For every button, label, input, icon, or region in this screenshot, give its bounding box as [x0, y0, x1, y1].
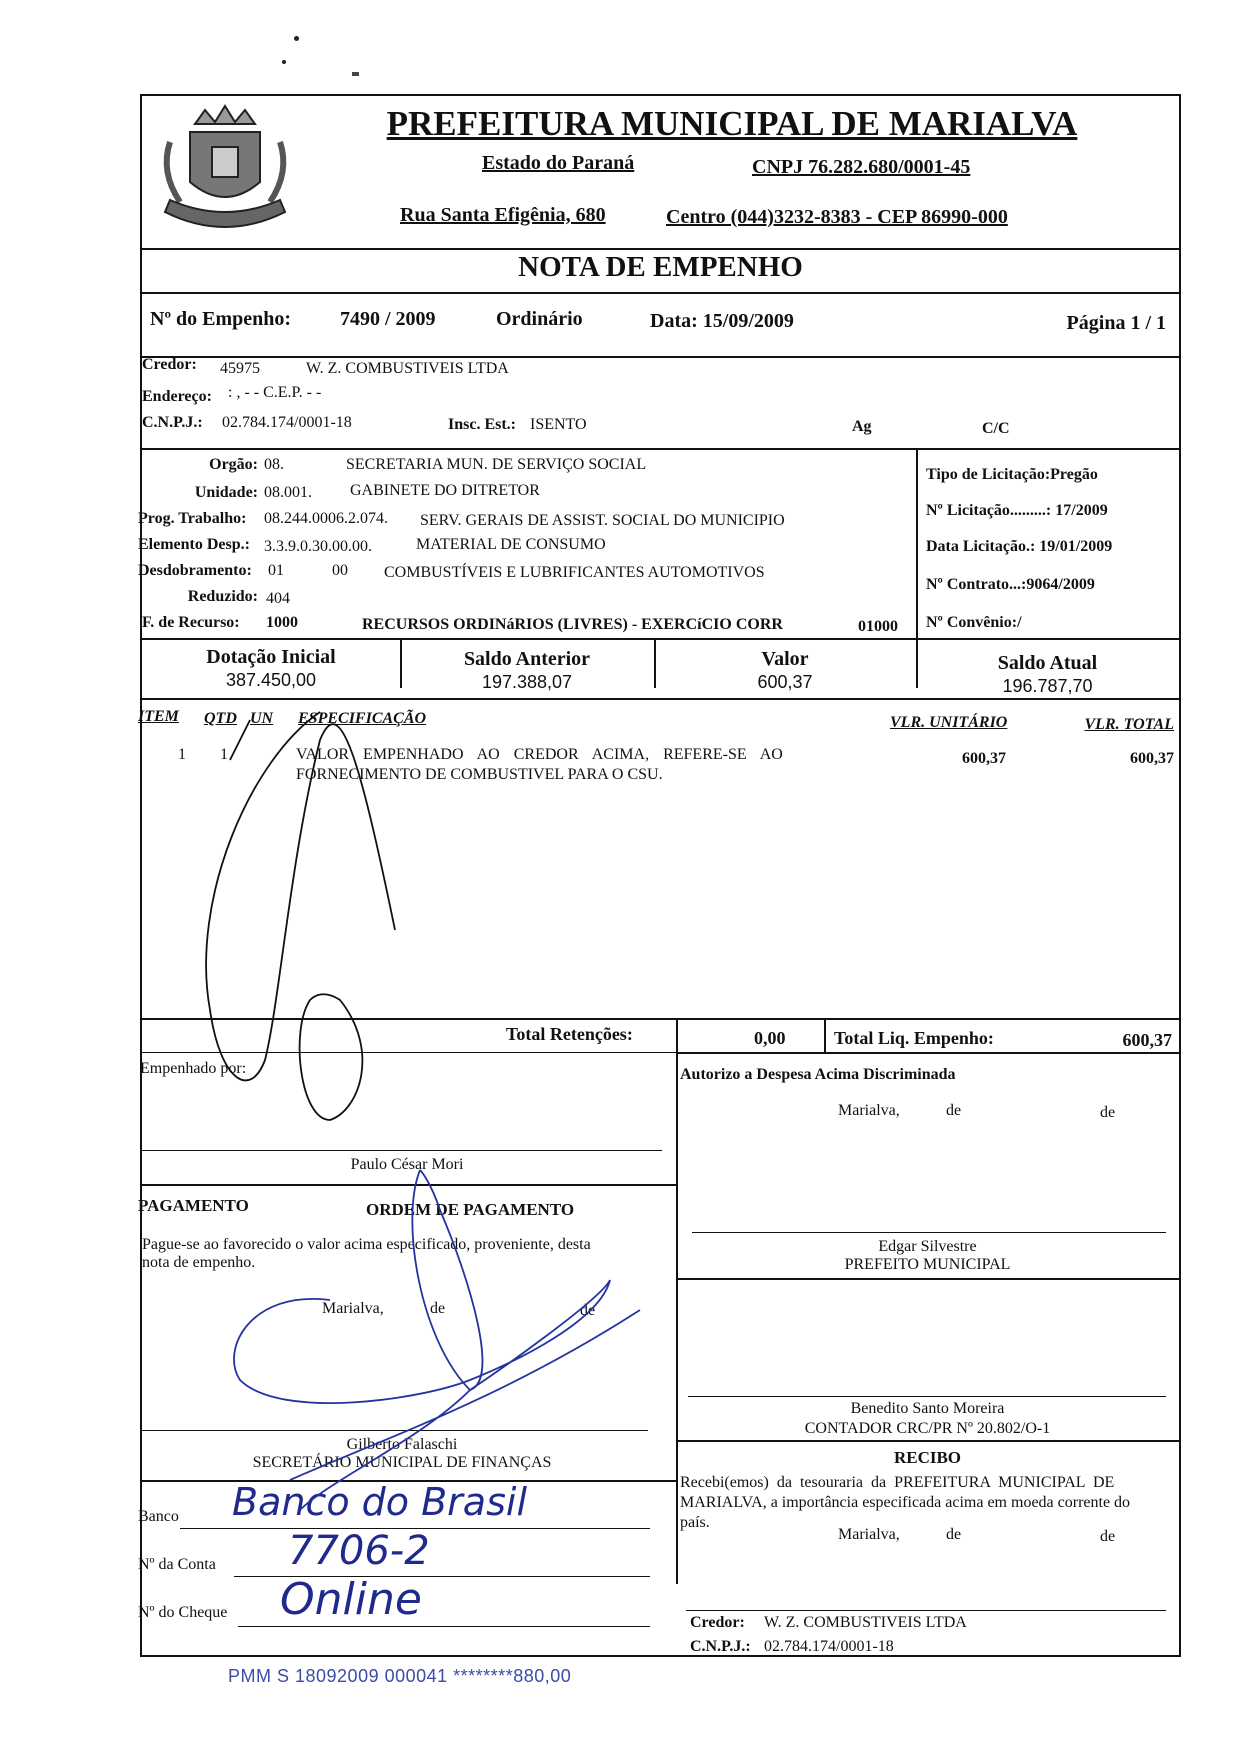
- total-retencoes-label: Total Retenções:: [506, 1024, 633, 1044]
- prefeito-title: PREFEITO MUNICIPAL: [844, 1256, 1011, 1273]
- dotacao-label: Dotação Inicial: [206, 646, 336, 668]
- row-vlr-total: 600,37: [1130, 750, 1174, 767]
- total-liq-label: Total Liq. Empenho:: [834, 1028, 994, 1048]
- orgao-desc: SECRETARIA MUN. DE SERVIÇO SOCIAL: [346, 456, 647, 473]
- pagamento-de-2: de: [580, 1302, 596, 1319]
- desdob-desc: COMBUSTÍVEIS E LUBRIFICANTES AUTOMOTIVOS: [384, 564, 765, 581]
- endereco-label: Endereço:: [142, 388, 212, 405]
- conta-label: Nº da Conta: [138, 1556, 216, 1573]
- state-name: Estado do Paraná: [482, 152, 635, 174]
- recibo-marialva: Marialva,: [838, 1526, 900, 1543]
- saldo-anterior-label: Saldo Anterior: [463, 648, 591, 670]
- conta-handwritten: 7706-2: [288, 1528, 430, 1574]
- orgao-code: 08.: [264, 456, 284, 473]
- credor-code: 45975: [220, 360, 260, 377]
- licitacao-tipo: Tipo de Licitação:Pregão: [926, 466, 1098, 483]
- cheque-handwritten: Online: [280, 1574, 422, 1625]
- desdob-code-1: 01: [268, 562, 284, 579]
- col-vlr-total: VLR. TOTAL: [1084, 716, 1174, 733]
- signature-mark: [230, 720, 250, 760]
- banco-label: Banco: [138, 1508, 179, 1525]
- contador-title: CONTADOR CRC/PR Nº 20.802/O-1: [804, 1420, 1051, 1437]
- ordem-pagamento: ORDEM DE PAGAMENTO: [366, 1200, 575, 1219]
- pagamento-de-1: de: [430, 1300, 446, 1317]
- cheque-label: Nº do Cheque: [138, 1604, 228, 1621]
- saldo-atual-value: 196.787,70: [1002, 676, 1093, 696]
- credor-name: W. Z. COMBUSTIVEIS LTDA: [306, 360, 509, 377]
- pagamento-text-2: nota de empenho.: [142, 1254, 256, 1271]
- endereco-value: : , - - C.E.P. - -: [228, 384, 322, 401]
- orgao-label: Orgão:: [209, 456, 258, 473]
- row-vlr-unitario: 600,37: [962, 750, 1006, 767]
- page-number: Página 1 / 1: [1066, 312, 1166, 334]
- prog-code: 08.244.0006.2.074.: [264, 510, 388, 527]
- empenhado-label: Empenhado por:: [140, 1060, 247, 1077]
- recibo-credor-value: W. Z. COMBUSTIVEIS LTDA: [764, 1614, 967, 1631]
- recurso-num: 01000: [858, 618, 898, 635]
- recibo-cnpj-label: C.N.P.J.:: [690, 1638, 751, 1655]
- autorizo-marialva: Marialva,: [838, 1102, 900, 1119]
- total-liq-value: 600,37: [1122, 1030, 1172, 1050]
- col-especificacao: ESPECIFICAÇÃO: [298, 710, 427, 727]
- desdob-code-2: 00: [332, 562, 348, 579]
- recurso-label: F. de Recurso:: [142, 614, 240, 631]
- banco-handwritten: Banco do Brasil: [232, 1480, 528, 1524]
- signature-mark: [412, 1170, 482, 1390]
- reduzido-label: Reduzido:: [187, 588, 258, 605]
- recibo-text-1: Recebi(emos) da tesouraria da PREFEITURA MUNICIPAL DE: [680, 1474, 1115, 1491]
- cnpj-value: 02.784.174/0001-18: [222, 414, 352, 431]
- row-item: 1: [178, 746, 186, 763]
- unidade-code: 08.001.: [264, 484, 312, 501]
- col-un: UN: [250, 710, 274, 727]
- contador-name: Benedito Santo Moreira: [850, 1400, 1005, 1417]
- payment-stamp: PMM S 18092009 000041 ********880,00: [228, 1666, 572, 1686]
- recibo-title: RECIBO: [893, 1448, 962, 1467]
- secretario-name: Gilberto Falaschi: [346, 1436, 458, 1453]
- recurso-desc: RECURSOS ORDINáRIOS (LIVRES) - EXERCíCIO CORR: [362, 616, 783, 633]
- dotacao-value: 387.450,00: [225, 670, 317, 690]
- cnpj-label: C.N.P.J.:: [142, 414, 203, 431]
- elemento-desc: MATERIAL DE CONSUMO: [416, 536, 606, 553]
- valor-label: Valor: [761, 648, 809, 670]
- recibo-credor-label: Credor:: [690, 1614, 745, 1631]
- row-desc-2: FORNECIMENTO DE COMBUSTIVEL PARA O CSU.: [296, 766, 663, 783]
- licitacao-contrato: Nº Contrato...:9064/2009: [926, 576, 1095, 593]
- org-phone-cep: Centro (044)3232-8383 - CEP 86990-000: [666, 206, 1008, 228]
- autorizo-text: Autorizo a Despesa Acima Discriminada: [680, 1066, 956, 1083]
- valor-value: 600,37: [757, 672, 813, 692]
- autorizo-de-1: de: [946, 1102, 962, 1119]
- recibo-cnpj-value: 02.784.174/0001-18: [764, 1638, 894, 1655]
- autorizo-de-2: de: [1100, 1104, 1116, 1121]
- empenhado-name: Paulo César Mori: [350, 1156, 464, 1173]
- org-address: Rua Santa Efigênia, 680: [400, 204, 606, 226]
- licitacao-convenio: Nº Convênio:/: [926, 614, 1022, 631]
- licitacao-numero: Nº Licitação.........: 17/2009: [926, 502, 1108, 519]
- col-qtd: QTD: [204, 710, 237, 727]
- col-item: ITEM: [138, 708, 179, 725]
- prefeito-name: Edgar Silvestre: [878, 1238, 977, 1255]
- empenho-type: Ordinário: [496, 308, 583, 330]
- org-cnpj: CNPJ 76.282.680/0001-45: [752, 156, 971, 178]
- credor-label: Credor:: [142, 356, 197, 373]
- recurso-code: 1000: [266, 614, 298, 631]
- row-desc-1: VALOR EMPENHADO AO CREDOR ACIMA, REFERE-SE AO: [296, 746, 783, 763]
- unidade-desc: GABINETE DO DITRETOR: [350, 482, 540, 499]
- insc-value: ISENTO: [530, 416, 587, 433]
- pagamento-text-1: Pague-se ao favorecido o valor acima especificado, proveniente, desta: [142, 1236, 591, 1253]
- unidade-label: Unidade:: [194, 484, 258, 501]
- desdob-label: Desdobramento:: [138, 562, 252, 579]
- recibo-de-2: de: [1100, 1528, 1116, 1545]
- pagamento-label: PAGAMENTO: [138, 1196, 249, 1215]
- empenho-number-label: Nº do Empenho:: [150, 308, 292, 330]
- reduzido-value: 404: [266, 590, 290, 607]
- ag-label: Ag: [852, 418, 872, 435]
- signature-mark: [300, 994, 363, 1120]
- licitacao-data: Data Licitação.: 19/01/2009: [926, 538, 1113, 555]
- col-vlr-unitario: VLR. UNITÁRIO: [890, 714, 1008, 731]
- saldo-anterior-value: 197.388,07: [481, 672, 573, 692]
- total-retencoes-value: 0,00: [754, 1028, 786, 1048]
- elemento-label: Elemento Desp.:: [138, 536, 250, 553]
- signature-mark: [234, 1280, 610, 1510]
- pagamento-marialva: Marialva,: [322, 1300, 384, 1317]
- row-qtd: 1: [220, 746, 228, 763]
- saldo-atual-label: Saldo Atual: [997, 652, 1098, 674]
- recibo-text-2: MARIALVA, a importância especificada acima em moeda corrente do: [680, 1494, 1131, 1511]
- secretario-title: SECRETÁRIO MUNICIPAL DE FINANÇAS: [252, 1454, 552, 1471]
- document-title: NOTA DE EMPENHO: [518, 251, 803, 283]
- prog-desc: SERV. GERAIS DE ASSIST. SOCIAL DO MUNICIPIO: [420, 512, 785, 529]
- empenho-date: Data: 15/09/2009: [650, 310, 794, 332]
- cc-label: C/C: [982, 420, 1010, 437]
- recibo-text-3: país.: [680, 1514, 710, 1531]
- org-name: PREFEITURA MUNICIPAL DE MARIALVA: [386, 104, 1078, 143]
- empenho-number: 7490 / 2009: [340, 308, 436, 330]
- insc-label: Insc. Est.:: [448, 416, 517, 433]
- elemento-code: 3.3.9.0.30.00.00.: [264, 538, 372, 555]
- recibo-de-1: de: [946, 1526, 962, 1543]
- prog-label: Prog. Trabalho:: [138, 510, 247, 527]
